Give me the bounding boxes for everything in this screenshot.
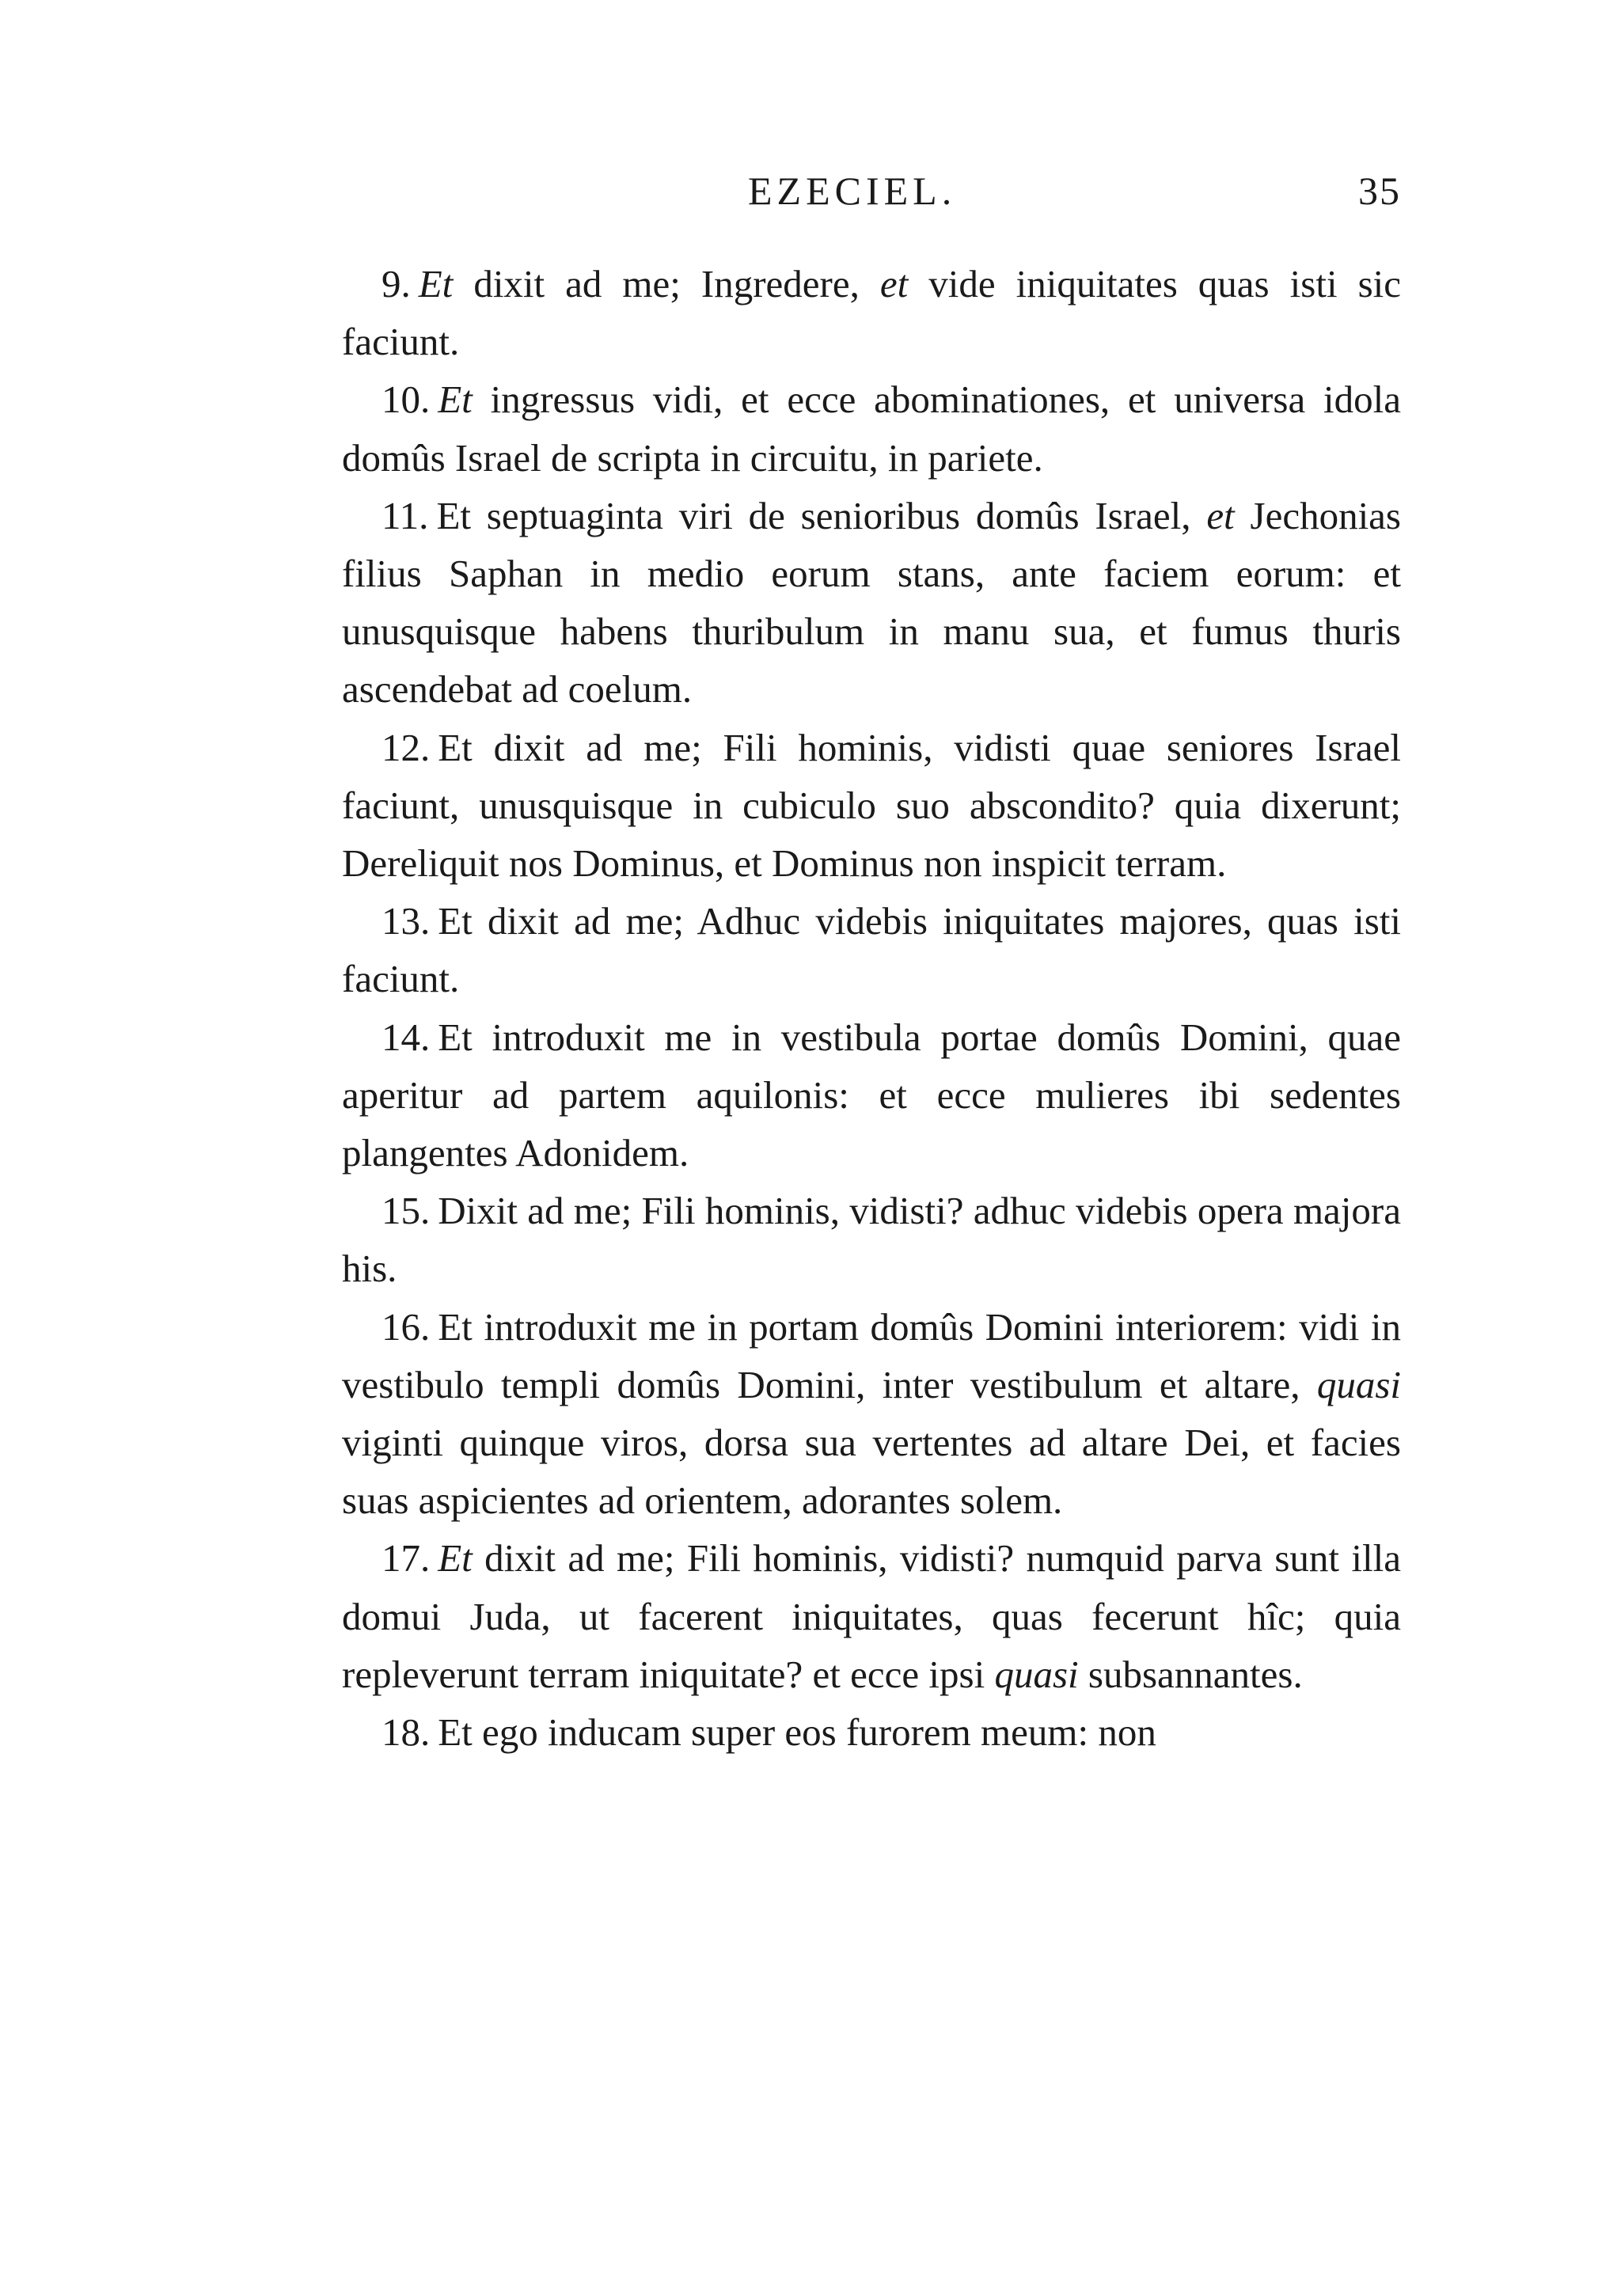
verse-text: Et ego inducam super eos furorem meum: non [438, 1710, 1156, 1755]
verse-text: viginti quinque viros, dorsa sua vertentes ad altare Dei, et facies suas aspicientes ad orientem, adorantes solem. [342, 1421, 1401, 1523]
running-head [0, 168, 1621, 231]
verse-number: 10. [382, 378, 431, 422]
verse-text: Et introduxit me in vestibula portae domûs Domini, quae aperitur ad partem aquilonis: et ecce mulieres ibi sedentes plangentes Adonidem. [342, 1015, 1401, 1175]
verse-17 [342, 1529, 1401, 1703]
verse-9 [342, 255, 1401, 370]
verse-10 [342, 370, 1401, 486]
verse-number: 9. [382, 262, 411, 306]
verse-number: 11. [382, 493, 429, 537]
verse-number: 18. [382, 1710, 431, 1755]
verse-text: dixit ad me; Ingredere, [453, 262, 880, 306]
verse-text: Et dixit ad me; Adhuc videbis iniquitates majores, quas isti faciunt. [342, 899, 1401, 1001]
verse-14 [342, 1008, 1401, 1182]
verse-18 [342, 1703, 1401, 1761]
verse-text: Et introduxit me in portam domûs Domini interiorem: vidi in vestibulo templi domûs Domini, inter vestibulum et altare, [342, 1304, 1401, 1406]
verse-text: Et dixit ad me; Fili hominis, vidisti quae seniores Israel faciunt, unusquisque in cubiculo suo abscondito? quia dixerunt; Dereliquit nos Dominus, et Dominus non inspicit terram. [342, 725, 1401, 886]
running-title: EZECIEL. [748, 169, 957, 213]
page-number: 35 [1358, 169, 1401, 213]
verse-text: vide iniquitates quas isti sic faciunt. [342, 262, 1401, 364]
italic-text: Et [418, 262, 454, 306]
italic-text: quasi [994, 1652, 1079, 1696]
verse-text: Et septuaginta viri de senioribus domûs Israel, [436, 493, 1207, 537]
verse-number: 15. [382, 1189, 431, 1233]
verse-text: subsannantes. [1078, 1652, 1303, 1696]
verse-number: 13. [382, 899, 431, 943]
italic-text: Et [438, 378, 473, 422]
verse-16 [342, 1298, 1401, 1530]
italic-text: quasi [1316, 1362, 1401, 1406]
verse-11 [342, 487, 1401, 719]
verse-number: 16. [382, 1304, 431, 1349]
verse-13 [342, 892, 1401, 1008]
verse-number: 14. [382, 1015, 431, 1059]
verse-12 [342, 719, 1401, 893]
verse-text: ingressus vidi, et ecce abominationes, et universa idola domûs Israel de scripta in circuitu, in pariete. [342, 378, 1401, 480]
verse-text: Jechonias filius Saphan in medio eorum stans, ante faciem eorum: et unusquisque habens thuribulum in manu sua, et fumus thuris ascendebat ad coelum. [342, 493, 1401, 712]
verse-15 [342, 1182, 1401, 1297]
verse-number: 17. [382, 1536, 431, 1581]
verse-number: 12. [382, 725, 431, 769]
italic-text: Et [438, 1536, 473, 1581]
italic-text: et [879, 262, 909, 306]
verse-text: Dixit ad me; Fili hominis, vidisti? adhuc videbis opera majora his. [342, 1189, 1401, 1291]
italic-text: et [1206, 493, 1235, 537]
verse-text: dixit ad me; Fili hominis, vidisti? numquid parva sunt illa domui Juda, ut facerent iniquitates, quas fecerunt hîc; quia repleverunt terram iniquitate? et ecce ipsi [342, 1536, 1401, 1696]
verse-text-block [342, 255, 1401, 1761]
